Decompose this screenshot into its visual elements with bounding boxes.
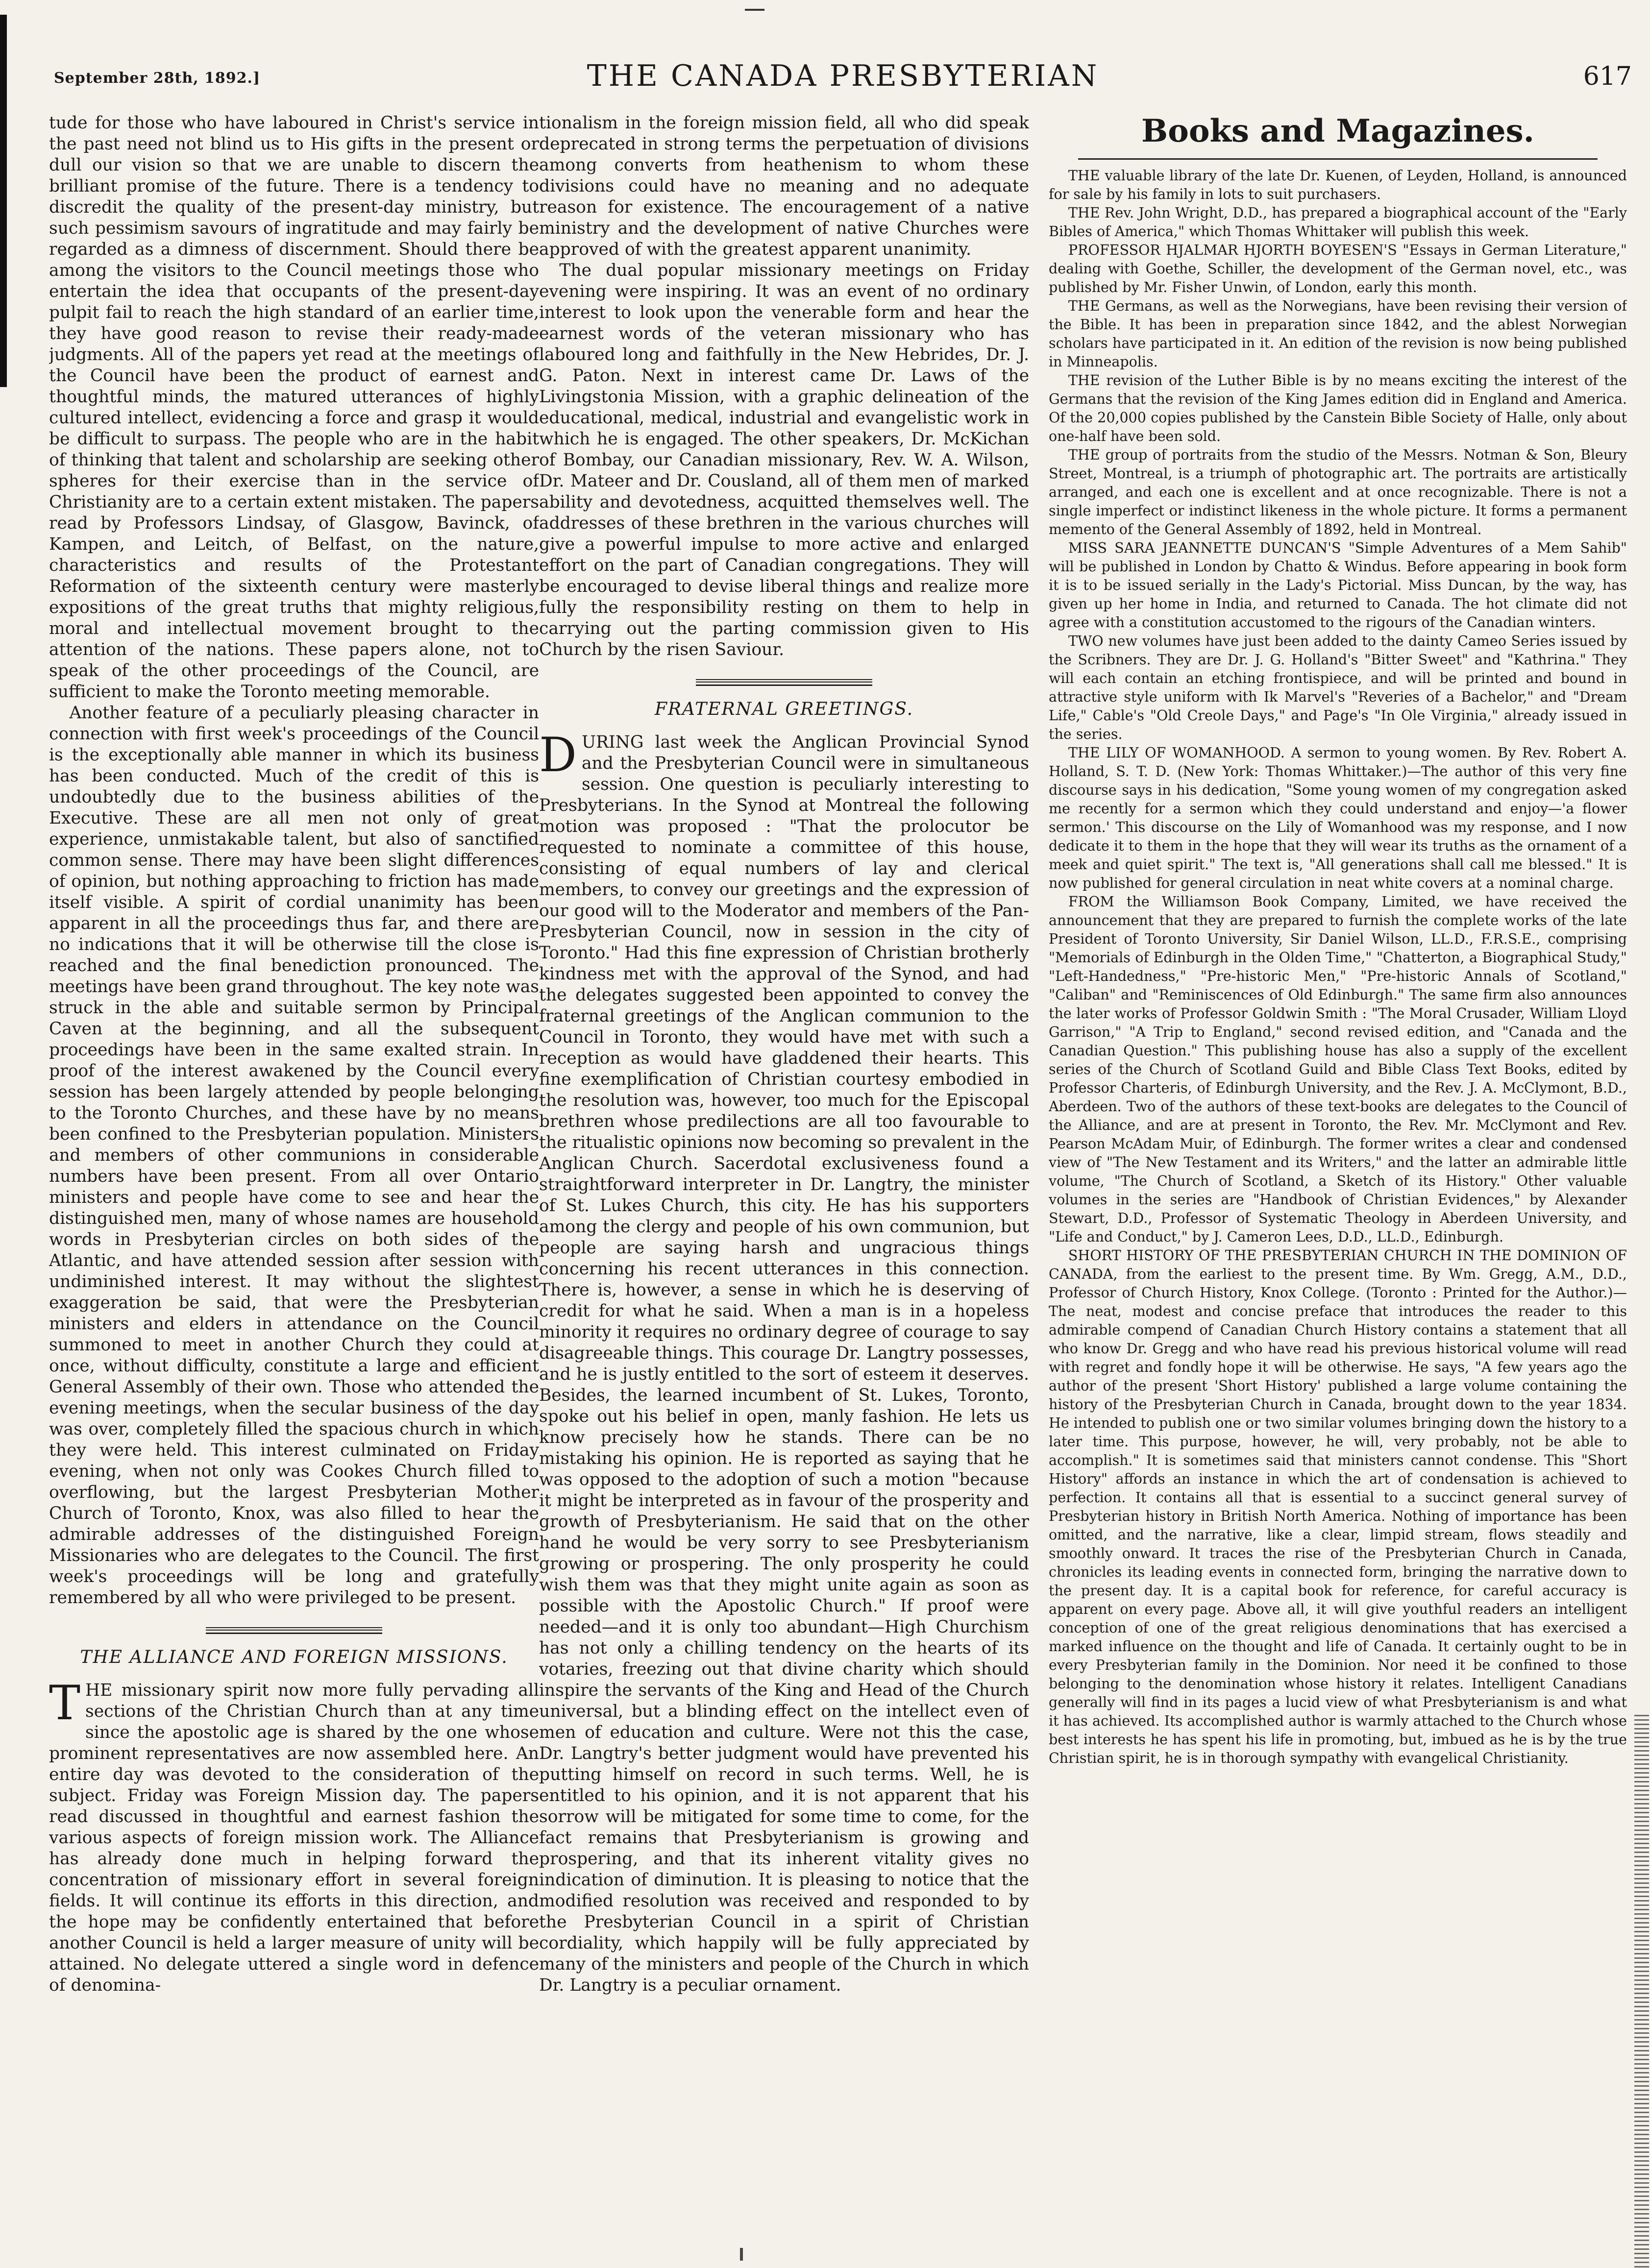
book-item: THE valuable library of the late Dr. Kuenen, of Leyden, Holland, is announced for sale by his family in lots to suit purchasers. <box>1049 168 1627 202</box>
books-magazines-heading: Books and Magazines. <box>1141 113 1534 149</box>
drop-cap: T <box>49 1676 81 1731</box>
column-1 <box>49 113 539 2259</box>
book-item: SHORT HISTORY OF THE PRESBYTERIAN CHURCH IN THE DOMINION OF CANADA, from the earliest to the present time. By Wm. Gregg, A.M., D.D., Professor of Church History, Knox College. (Toronto : Printed for the Author.)—The neat, modest and concise preface that introduces the reader to this admirable compend of Canadian Church History contains a statement that all who know Dr. Gregg and who have read his previous historical volume will read with regret and fondly hope it will be otherwise. He says, "A few years ago the author of the present 'Short History' published a large volume containing the history of the Presbyterian Church in Canada, brought down to the year 1834. He intended to publish one or two similar volumes bringing down the history to a later time. This purpose, however, he will, very probably, not be able to accomplish." It is sometimes said that ministers cannot condense. This "Short History" affords an instance in which the art of condensation is achieved to perfection. It contains all that is essential to a succinct general survey of Presbyterian history in British North America. Nothing of importance has been omitted, and the narrative, like a clear, limpid stream, flows steadily and smoothly onward. It traces the rise of the Presbyterian Church in Canada, chronicles its leading events in connected form, bringing the narrative down to the present day. It is a capital book for reference, for careful accuracy is apparent on every page. Above all, it will give youthful readers an intelligent conception of one of the great religious denominations that has exercised a marked influence on the thought and life of Canada. It certainly ought to be in every Presbyterian family in the Dominion. Nor need it be confined to those belonging to the denomination whose history it relates. Intelligent Canadians generally will find in its pages a lucid view of what Presbyterianism is and what it has achieved. Its accomplished author is warmly attached to the Church whose best interests he has spent his life in promoting, but, imbued as he is by the true Christian spirit, he is in thorough sympathy with evangelical Christianity. <box>1049 1247 1627 1766</box>
book-item: PROFESSOR HJALMAR HJORTH BOYESEN'S "Essays in German Literature," dealing with Goethe, Schiller, the development of the German novel, etc., was published by Mr. Fisher Unwin, of London, early this month. <box>1049 242 1627 295</box>
scan-edge-noise <box>1634 1715 1649 2268</box>
drop-cap: D <box>539 728 577 782</box>
page-number: 617 <box>1583 62 1632 91</box>
col1-paragraph-3 <box>49 1676 539 1996</box>
binding-edge <box>0 15 7 387</box>
section-heading-fraternal: FRATERNAL GREETINGS. <box>654 699 914 719</box>
book-item: MISS SARA JEANNETTE DUNCAN'S "Simple Adventures of a Mem Sahib" will be published in London by Chatto & Windus. Before appearing in book form it is to be issued serially in the Lady's Pictorial. Miss Duncan, by the way, has given up her home in India, and returned to Canada. The hot climate did not agree with a constitution accustomed to the rigours of the Canadian winters. <box>1049 540 1627 631</box>
book-item: THE revision of the Luther Bible is by no means exciting the interest of the Germans that the revision of the King James edition did in England and America. Of the 20,000 copies published by the Canstein Bible Society of Halle, only about one-half have been sold. <box>1049 372 1627 444</box>
top-mark <box>745 9 764 11</box>
section-heading-alliance: THE ALLIANCE AND FOREIGN MISSIONS. <box>80 1647 508 1667</box>
col2-paragraph-1: tionalism in the foreign mission field, all who did speak deprecated in strong terms the perpetuation of divisions among converts from heathenism to whom these divisions could have no meaning and no adequate reason for existence. The encouragement of a native ministry and the development of native Churches were approved of with the greatest apparent unanimity. <box>539 113 1029 259</box>
scan-mark <box>740 2248 743 2261</box>
issue-date: September 28th, 1892.] <box>54 70 261 87</box>
section-rule <box>206 1627 382 1634</box>
column-2 <box>539 113 1029 2259</box>
book-item: THE LILY OF WOMANHOOD. A sermon to young women. By Rev. Robert A. Holland, S. T. D. (New York: Thomas Whittaker.)—The author of this very fine discourse says in his dedication, "Some young women of my congregation asked me recently for a sermon which they could understand and enjoy—'a flower sermon.' This discourse on the Lily of Womanhood was my response, and I now dedicate it to them in the hope that they will wear its truths as the ornament of a meek and quiet spirit." The text is, "All generations shall call me blessed." It is now published for general circulation in neat white covers at a nominal charge. <box>1049 745 1627 891</box>
book-item: THE Germans, as well as the Norwegians, have been revising their version of the Bible. It has been in preparation since 1842, and the ablest Norwegian scholars have participated in it. An edition of the revision is now being published in Minneapolis. <box>1049 298 1627 370</box>
col1-paragraph-1: tude for those who have laboured in Christ's service in the past need not blind us to His gifts in the present or dull our vision so that we are unable to discern the brilliant promise of the future. There is a tendency to discredit the quality of the present-day ministry, but such pessimism savours of ingratitude and may fairly be regarded as a dimness of discernment. Should there be among the visitors to the Council meetings those who entertain the idea that occupants of the present-day pulpit fail to reach the high standard of an earlier time, they have good reason to revise their ready-made judgments. All of the papers yet read at the meetings of the Council have been the product of earnest and thoughtful minds, the matured utterances of highly cultured intellect, evidencing a force and grasp it would be difficult to surpass. The people who are in the habit of thinking that talent and scholarship are seeking other spheres for their exercise than in the service of Christianity are to a certain extent mistaken. The papers read by Professors Lindsay, of Glasgow, Bavinck, of Kampen, and Leitch, of Belfast, on the nature, characteristics and results of the Protestant Reformation of the sixteenth century were masterly expositions of the great truths that mighty religious, moral and intellectual movement brought to the attention of the nations. These papers alone, not to speak of the other proceedings of the Council, are sufficient to make the Toronto meeting memorable. <box>49 113 539 702</box>
col2-paragraph-2: The dual popular missionary meetings on Friday evening were inspiring. It was an event of no ordinary interest to look upon the venerable form and hear the earnest words of the veteran missionary who has laboured long and faithfully in the New Hebrides, Dr. J. G. Paton. Next in interest came Dr. Laws of the Livingstonia Mission, with a graphic delineation of the educational, medical, industrial and evangelistic work in which he is engaged. The other speakers, Dr. McKichan of Bombay, our Canadian missionary, Rev. W. A. Wilson, Dr. Mateer and Dr. Cousland, all of them men of marked ability and devotedness, acquitted themselves well. The addresses of these brethren in the various churches will give a powerful impulse to more active and enlarged effort on the part of Canadian congregations. They will be encouraged to devise liberal things and realize more fully the responsibility resting on them to help in carrying out the parting commission given to His Church by the risen Saviour. <box>539 261 1029 659</box>
col2-paragraph-3 <box>539 728 1029 1996</box>
column-3 <box>1049 113 1627 2259</box>
section-rule <box>696 679 872 686</box>
col1-paragraph-2: Another feature of a peculiarly pleasing character in connection with first week's proceedings of the Council is the exceptionally able manner in which its business has been conducted. Much of the credit of this is undoubtedly due to the business abilities of the Executive. These are all men not only of great experience, unmistakable talent, but also of sanctified common sense. There may have been slight differences of opinion, but nothing approaching to friction has made itself visible. A spirit of cordial unanimity has been apparent in all the proceedings thus far, and there are no indications that it will be otherwise till the close is reached and the final benediction pronounced. The meetings have been grand throughout. The key note was struck in the able and suitable sermon by Principal Caven at the beginning, and all the subsequent proceedings have been in the same exalted strain. In proof of the interest awakened by the Council every session has been largely attended by people belonging to the Toronto Churches, and these have by no means been confined to the Presbyterian population. Ministers and members of other communions in considerable numbers have been present. From all over Ontario ministers and people have come to see and hear the distinguished men, many of whose names are household words in Presbyterian circles on both sides of the Atlantic, and have attended session after session with undiminished interest. It may without the slightest exaggeration be said, that were the Presbyterian ministers and elders in attendance on the Council summoned to meet in another Church they could at once, without difficulty, constitute a large and efficient General Assembly of their own. Those who attended the evening meetings, when the secular business of the day was over, completely filled the spacious church in which they were held. This interest culminated on Friday evening, when not only was Cookes Church filled to overflowing, but the largest Presbyterian Mother Church of Toronto, Knox, was also filled to hear the admirable addresses of the distinguished Foreign Missionaries who are delegates to the Council. The first week's proceedings will be long and gratefully remembered by all who were privileged to be present. <box>49 703 539 1608</box>
heading-rule <box>1078 158 1598 160</box>
col1-paragraph-3-text: HE missionary spirit now more fully pervading all sections of the Christian Church than at any time since the apostolic age is shared by the one whose prominent representatives are now assembled here. An entire day was devoted to the consideration of the subject. Friday was Foreign Mission day. The papers read discussed in thoughtful and earnest fashion the various aspects of foreign mission work. The Alliance has already done much in helping forward the concentration of missionary effort in several foreign fields. It will continue its efforts in this direction, and the hope may be confidently entertained that before another Council is held a larger measure of unity will be attained. No delegate uttered a single word in defence of denomina- <box>49 1681 539 1995</box>
book-item: THE group of portraits from the studio of the Messrs. Notman & Son, Bleury Street, Montreal, is a triumph of photographic art. The portraits are artistically arranged, and each one is excellent and at once recognizable. There is not a single imperfect or indistinct likeness in the whole picture. It forms a permanent memento of the General Assembly of 1892, held in Montreal. <box>1049 447 1627 537</box>
book-item: FROM the Williamson Book Company, Limited, we have received the announcement that they are prepared to furnish the complete works of the late President of Toronto University, Sir Daniel Wilson, LL.D., F.R.S.E., comprising "Memorials of Edinburgh in the Olden Time," "Chatterton, a Biographical Study," "Left-Handedness," "Pre-historic Men," "Pre-historic Annals of Scotland," "Caliban" and "Reminiscences of Old Edinburgh." The same firm also announces the later works of Professor Goldwin Smith : "The Moral Crusader, William Lloyd Garrison," "A Trip to England," second revised edition, and "Canada and the Canadian Question." This publishing house has also a supply of the excellent series of the Church of Scotland Guild and Bible Class Text Books, edited by Professor Charteris, of Edinburgh University, and the Rev. J. A. McClymont, B.D., Aberdeen. Two of the authors of these text-books are delegates to the Council of the Alliance, and are at present in Toronto, the Rev. Mr. McClymont and Rev. Pearson McAdam Muir, of Edinburgh. The former writes a clear and condensed view of "The New Testament and its Writers," and the latter an admirable little volume, "The Church of Scotland, a Sketch of its History." Other valuable volumes in the series are "Handbook of Christian Evidences," by Alexander Stewart, D.D., Professor of Systematic Theology in Aberdeen University, and "Life and Conduct," by J. Cameron Lees, D.D., LL.D., Edinburgh. <box>1049 894 1627 1245</box>
book-item: THE Rev. John Wright, D.D., has prepared a biographical account of the "Early Bibles of America," which Thomas Whittaker will publish this week. <box>1049 205 1627 240</box>
col2-paragraph-3-text: URING last week the Anglican Provincial Synod and the Presbyterian Council were in simultaneous session. One question is peculiarly interesting to Presbyterians. In the Synod at Montreal the following motion was proposed : "That the prolocutor be requested to nominate a committee of this house, consisting of equal numbers of lay and clerical members, to convey our greetings and the expression of our good will to the Moderator and members of the Pan-Presbyterian Council, now in session in the city of Toronto." Had this fine expression of Christian brotherly kindness met with the approval of the Synod, and had the delegates suggested been appointed to convey the fraternal greetings of the Anglican communion to the Council in Toronto, they would have met with such a reception as would have gladdened their hearts. This fine exemplification of Christian courtesy embodied in the resolution was, however, too much for the Episcopal brethren whose predilections are all too favourable to the ritualistic opinions now becoming so prevalent in the Anglican Church. Sacerdotal exclusiveness found a straightforward interpreter in Dr. Langtry, the minister of St. Lukes Church, this city. He has his supporters among the clergy and people of his own communion, but people are saying harsh and ungracious things concerning his recent utterances in this connection. There is, however, a sense in which he is deserving of credit for what he said. When a man is in a hopeless minority it requires no ordinary degree of courage to say disagreeable things. This courage Dr. Langtry possesses, and he is justly entitled to the sort of esteem it deserves. Besides, the learned incumbent of St. Lukes, Toronto, spoke out his belief in open, manly fashion. He lets us know precisely how he stands. There can be no mistaking his opinion. He is reported as saying that he was opposed to the adoption of such a motion "because it might be interpreted as in favour of the prosperity and growth of Presbyterianism. He said that on the other hand he would be very sorry to see Presbyterianism growing or prospering. The only prosperity he could wish them was that they might unite again as soon as possible with the Apostolic Church." If proof were needed—and it is only too abundant—High Churchism has not only a chilling tendency on the hearts of its votaries, freezing out that divine charity which should inspire the servants of the King and Head of the Church universal, but a blinding effect on the intellect even of men of education and culture. Were not this the case, Dr. Langtry's better judgment would have prevented his putting himself on record in such terms. Well, he is entitled to his opinion, and it is not apparent that his sorrow will be mitigated for some time to come, for the fact remains that Presbyterianism is growing and prospering, and that its inherent vitality gives no indication of diminution. It is pleasing to notice that the modified resolution was received and responded to by the Presbyterian Council in a spirit of Christian cordiality, which happily will be fully appreciated by many of the ministers and people of the Church in which Dr. Langtry is a peculiar ornament. <box>539 732 1029 1995</box>
book-item: TWO new volumes have just been added to the dainty Cameo Series issued by the Scribners. They are Dr. J. G. Holland's "Bitter Sweet" and "Kathrina." They will each contain an etching frontispiece, and will be printed and bound in attractive style uniform with Ik Marvel's "Reveries of a Bachelor," and "Dream Life," Cable's "Old Creole Days," and Page's "In Ole Virginia," already issued in the series. <box>1049 633 1627 742</box>
publication-title: THE CANADA PRESBYTERIAN <box>587 59 1099 93</box>
page-header <box>54 59 1632 103</box>
